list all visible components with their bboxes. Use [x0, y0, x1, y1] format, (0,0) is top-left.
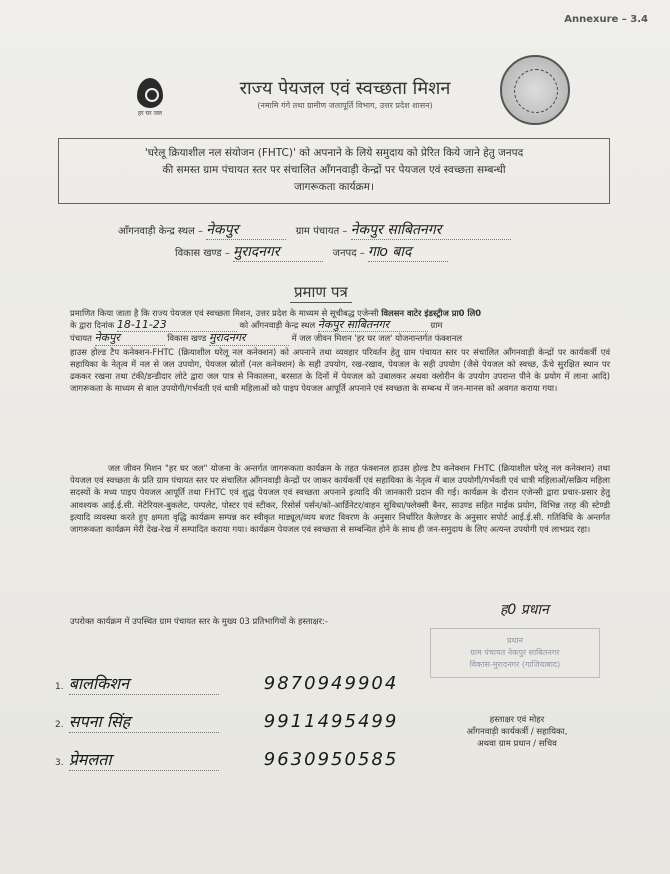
- signatory-block: [432, 714, 602, 750]
- block-label: विकास खण्ड: [175, 248, 222, 259]
- signatory-line-3: अथवा ग्राम प्रधान / सचिव: [477, 739, 557, 749]
- stamp-title: प्रधान: [507, 636, 523, 645]
- participant-row: [55, 710, 398, 733]
- participant-number: 1.: [55, 682, 64, 692]
- participant-phone: 9870949904: [263, 673, 399, 694]
- participant-signature: बालकिशन: [69, 672, 219, 695]
- field-row-1: आँगनवाड़ी केन्द्र स्थल – नेकपुर ग्राम पंचायत – नेकपुर साबितनगर: [118, 220, 511, 240]
- program-site: नेकपुर साबितनगर: [318, 319, 428, 332]
- participant-row: [55, 748, 398, 771]
- signatory-line-2: आँगनवाड़ी कार्यकर्त्री / सहायिका,: [466, 727, 568, 737]
- program-panchayat: नेकपुर: [95, 332, 165, 345]
- field-row-2: विकास खण्ड – मुरादनगर जनपद – गाo बाद: [175, 242, 448, 262]
- program-line-1: 'घरेलू क्रियाशील नल संयोजन (FHTC)' को अपनाने के लिये समुदाय को प्रेरित किये जाने हेतु जनपद: [144, 147, 524, 159]
- p1-date-label: के द्वारा दिनांक: [70, 320, 115, 331]
- logo-caption: हर घर जल: [138, 110, 162, 117]
- panchayat-label: ग्राम पंचायत: [295, 226, 340, 237]
- p1-gram: ग्राम: [430, 320, 443, 331]
- paragraph-1: [70, 307, 610, 394]
- district-label: जनपद: [332, 248, 357, 259]
- p1-site-label: को आँगनवाड़ी केन्द्र स्थल: [239, 320, 316, 331]
- program-date: 18-11-23: [117, 319, 237, 332]
- participant-number: 2.: [55, 720, 64, 730]
- participant-number: 3.: [55, 758, 64, 768]
- program-block: मुरादनगर: [209, 332, 289, 345]
- seal-inner-ring: [514, 69, 558, 113]
- participant-signature: प्रेमलता: [69, 748, 219, 771]
- har-ghar-jal-logo: [128, 78, 172, 117]
- block-value: मुरादनगर: [233, 242, 323, 262]
- program-box: [58, 138, 610, 204]
- participant-row: [55, 672, 398, 695]
- up-government-seal-icon: [500, 55, 570, 125]
- p1-intro: प्रमाणित किया जाता है कि राज्य पेयजल एवं स्वच्छता मिशन, उत्तर प्रदेश के माध्यम से सूचीबद्ध एजेन्सी: [70, 308, 379, 318]
- stamp-line-2: विकास-मुरादनगर (गाजियाबाद): [469, 660, 561, 669]
- pradhan-stamp: [430, 628, 600, 678]
- participant-phone: 9911495499: [263, 711, 399, 732]
- mission-subtitle: (नमामि गंगे तथा ग्रामीण जलापूर्ति विभाग, उत्तर प्रदेश शासन): [257, 101, 433, 110]
- district-value: गाo बाद: [368, 242, 448, 262]
- signatory-line-1: हस्ताक्षर एवं मोहर: [489, 715, 545, 725]
- panchayat-value: नेकपुर साबितनगर: [351, 220, 511, 240]
- p1-block-label: विकास खण्ड: [167, 333, 207, 344]
- pradhan-signature: ह0 प्रधान: [500, 602, 549, 618]
- certificate-title: प्रमाण पत्र: [290, 282, 352, 303]
- stamp-line-1: ग्राम पंचायत नेकपुर साबितनगर: [470, 648, 560, 657]
- anganwadi-label: आँगनवाड़ी केन्द्र स्थल: [118, 226, 195, 237]
- participant-phone: 9630950585: [263, 749, 399, 770]
- program-line-2: की समस्त ग्राम पंचायत स्तर पर संचालित आँगनवाड़ी केन्द्रों पर पेयजल एवं स्वच्छता सम्बन्धी: [162, 164, 506, 176]
- anganwadi-value: नेकपुर: [206, 220, 286, 240]
- p1-body: हाउस होल्ड टैप कनेक्शन-FHTC (क्रियाशील घरेलू नल कनेक्शन) को अपनाने तथा व्यवहार परिवर्तन हेतु ग्राम पंचायत स्तर पर संचालित आँगनवाड़ी केन्द्रों पर कार्यकर्त्री एवं सहायिका के नेतृत्व में नल से जल उपयोग, पेयजल स्रोतों (नल कनेक्शन) के सही उपयोग, रख-रखाव, पेयजल के सही उपयोग (जैसे पेयजल को स्वच्छ, ऊँचे सुरक्षित स्थान पर ढककर रखना तथा टंकी/डन्डीदार लोटे द्वारा जल पात्र से निकालना, बरसात के दिनों में पेयजल को उबालकर अथवा क्लोरीन के उपयोग उपरान्त पीने के प्रयोग में लाना आदि) जागरूकता के माध्यम से बाल उपयोगी/गर्भवती एवं धात्री महिलाओं को पाइप पेयजल आपूर्ति अपनाने एवं स्वच्छता के सम्बन्ध में जन-मानस को अवगत कराया गया।: [70, 346, 610, 394]
- annexure-label: Annexure – 3.4: [564, 14, 648, 25]
- water-drop-icon: [137, 78, 163, 108]
- p1-panchayat-label: पंचायत: [70, 333, 92, 344]
- mission-title: राज्य पेयजल एवं स्वच्छता मिशन: [239, 78, 451, 99]
- program-line-3: जागरूकता कार्यक्रम।: [294, 181, 374, 193]
- participant-signature: सपना सिंह: [69, 710, 219, 733]
- paragraph-3: उपरोक्त कार्यक्रम में उपस्थित ग्राम पंचायत स्तर के मुख्य 03 प्रतिभागियों के हस्ताक्षर:-: [70, 616, 328, 626]
- agency-name: विलसन वाटेर इंडस्ट्रीज प्रा0 लि0: [381, 308, 482, 318]
- paragraph-2: जल जीवन मिशन "हर घर जल" योजना के अन्तर्गत जागरूकता कार्यक्रम के तहत फंक्शनल हाउस होल्ड टैप कनेक्शन FHTC (क्रियाशील घरेलू नल कनेक्शन) तथा पेयजल एवं स्वच्छता के प्रति ग्राम पंचायत स्तर पर संचालित आँगनवाड़ी केन्द्रों पर जाकर कार्यकर्त्री एवं सहायिका के नेतृत्व में बाल उपयोगी/गर्भवती एवं धात्री महिलाओं/सक्रिय महिला सदस्यों के मध्य पाइप पेयजल आपूर्ति तथा FHTC एवं शुद्ध पेयजल एवं स्वच्छता अपनाने इत्यादि की जानकारी प्रदान की गई। कार्यक्रम के दौरान एजेन्सी द्वारा प्रचार-प्रसार हेतु आवश्यक आई.ई.सी. मेटेरियल-बुकलेट, पम्पलेट, पोस्टर एवं स्टीकर, रिसोर्स पर्सन/को-आर्डिनेटर/वाहन सुविधा/फ्लेक्सी बैनर, साउण्ड सहित माईक प्रयोग, विभिन्न तरह की स्टेण्डी इत्यादि व्यवस्था करते हुए क्षमता वृद्धि कार्यक्रम सम्पन्न कर स्वीकृत माड्यूल/व्यय बजट विवरण के अनुसार निर्धारित कैलेण्डर के अनुसार सपोर्ट आई.ई.सी. गतिविधि के अन्तर्गत जागरूकता कार्यक्रम मेरी देख-रेख में सम्पादित कराया गया। कार्यक्रम पेयजल एवं स्वच्छता से सम्बन्धित होने के साथ ही जन-समुदाय के लिए अत्यन्त उपयोगी एवं लाभप्रद रहा।: [70, 463, 610, 535]
- p1-mission-text: में जल जीवन मिशन 'हर घर जल' योजनान्तर्गत फंक्शनल: [291, 333, 463, 344]
